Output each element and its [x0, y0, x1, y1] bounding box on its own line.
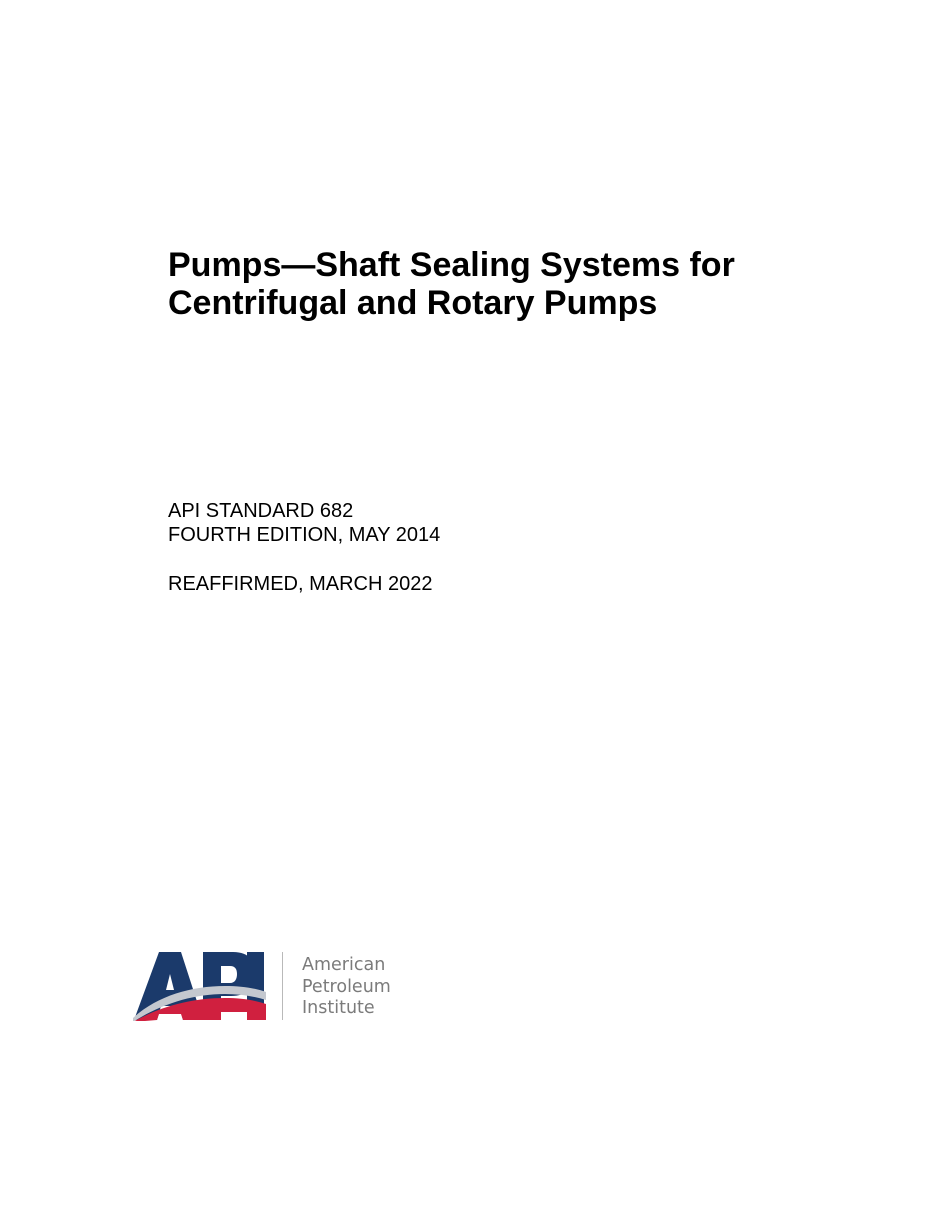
title-line-2: Centrifugal and Rotary Pumps	[168, 284, 658, 322]
reaffirmed-line: REAFFIRMED, MARCH 2022	[168, 573, 433, 595]
org-name-line-1: American	[302, 955, 386, 975]
standard-number: API STANDARD 682	[168, 500, 354, 522]
edition-line: FOURTH EDITION, MAY 2014	[168, 524, 441, 546]
org-name-line-2: Petroleum	[302, 976, 391, 997]
api-logo-mark	[133, 950, 273, 1022]
title-line-1: Pumps—Shaft Sealing Systems for	[168, 246, 735, 284]
document-title	[168, 246, 888, 322]
logo-divider	[282, 952, 283, 1020]
org-name-line-3: Institute	[302, 998, 375, 1018]
organization-name	[302, 955, 391, 1020]
